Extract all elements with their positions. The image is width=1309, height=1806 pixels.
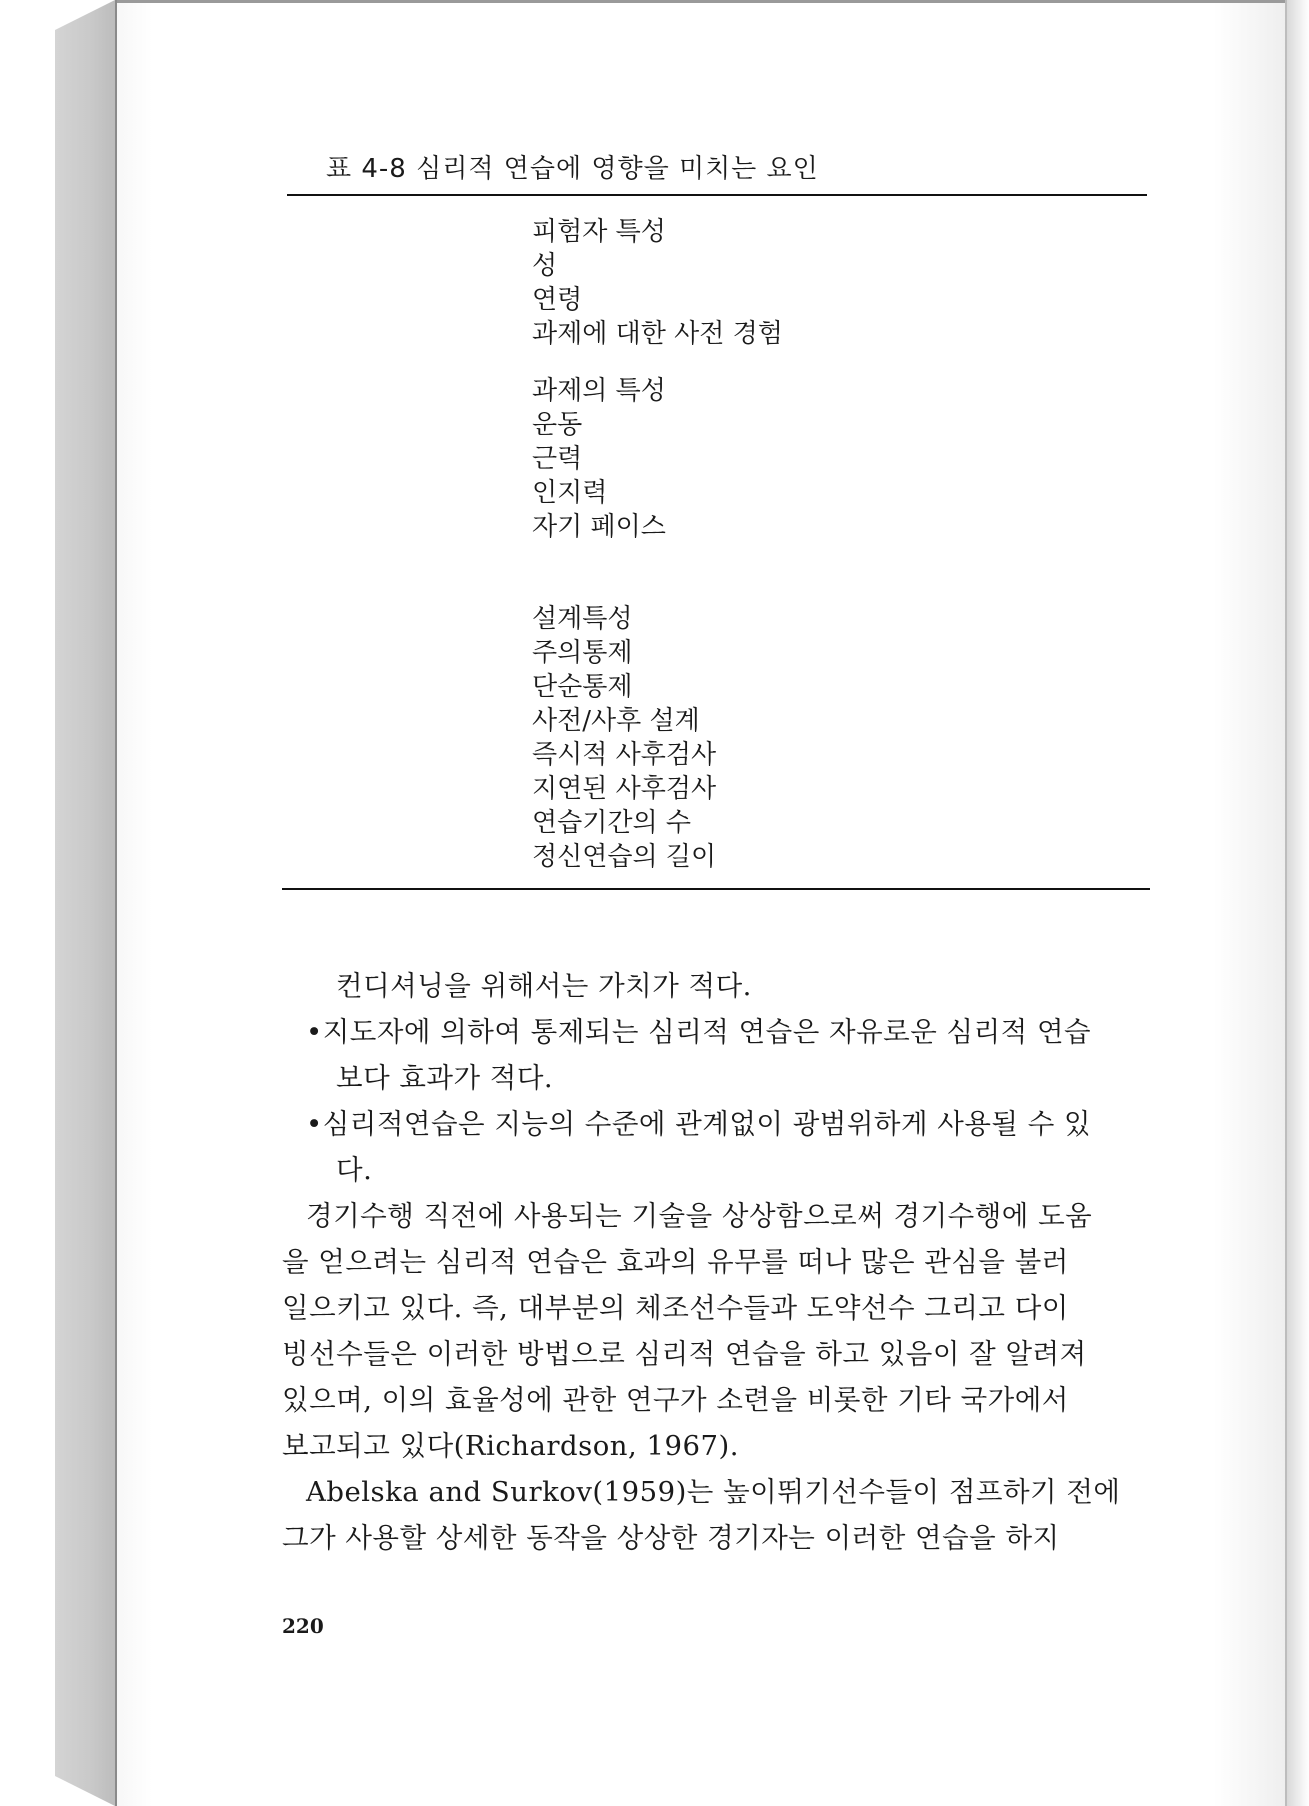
factor-item: 운동 [532,410,583,440]
body-line: 일으키고 있다. 즉, 대부분의 체조선수들과 도약선수 그리고 다이 [282,1292,1069,1324]
page-right-border [1285,0,1287,1806]
factor-item: 단순통제 [532,672,633,702]
book-spine-edge [55,0,115,1806]
body-line: 빙선수들은 이러한 방법으로 심리적 연습을 하고 있음이 잘 알려져 [282,1338,1087,1370]
factor-item: 정신연습의 길이 [532,842,717,872]
factor-item: 과제의 특성 [532,376,666,406]
table-top-rule [287,194,1147,196]
factor-item: 설계특성 [532,604,633,634]
body-line: 다. [336,1154,373,1186]
body-line: 그가 사용할 상세한 동작을 상상한 경기자는 이러한 연습을 하지 [282,1522,1060,1554]
body-line: 을 얻으려는 심리적 연습은 효과의 유무를 떠나 많은 관심을 불러 [282,1246,1069,1278]
table-bottom-rule [282,888,1150,890]
factor-item: 성 [532,251,558,281]
factor-item: 즉시적 사후검사 [532,740,717,770]
body-line: •심리적연습은 지능의 수준에 관계없이 광범위하게 사용될 수 있 [306,1108,1092,1140]
body-line: Abelska and Surkov(1959)는 높이뛰기선수들이 점프하기 전에 [306,1476,1121,1508]
page-right-shadow [1287,0,1309,1806]
factor-item: 과제에 대한 사전 경험 [532,319,783,349]
factor-group-design [532,602,716,874]
factor-item: 피험자 특성 [532,217,666,247]
factor-item: 주의통제 [532,638,633,668]
factor-item: 자기 페이스 [532,512,666,542]
page-number: 220 [282,1614,324,1638]
table-title: 표 4-8 심리적 연습에 영향을 미치는 요인 [326,154,819,184]
body-line: 보고되고 있다(Richardson, 1967). [282,1430,739,1462]
factor-group-task [532,374,666,544]
body-line: 있으며, 이의 효율성에 관한 연구가 소련을 비롯한 기타 국가에서 [282,1384,1069,1416]
body-line: •지도자에 의하여 통제되는 심리적 연습은 자유로운 심리적 연습 [306,1016,1092,1048]
page-top-border [117,0,1287,3]
factor-item: 지연된 사후검사 [532,774,717,804]
factor-item: 사전/사후 설계 [532,706,700,736]
factor-group-subject [532,215,783,351]
factor-item: 인지력 [532,478,608,508]
factor-item: 연습기간의 수 [532,808,691,838]
body-line: 보다 효과가 적다. [336,1062,554,1094]
factor-item: 근력 [532,444,583,474]
factor-item: 연령 [532,285,583,315]
body-line: 경기수행 직전에 사용되는 기술을 상상함으로써 경기수행에 도움 [306,1200,1093,1232]
body-line: 컨디셔닝을 위해서는 가치가 적다. [336,970,752,1002]
